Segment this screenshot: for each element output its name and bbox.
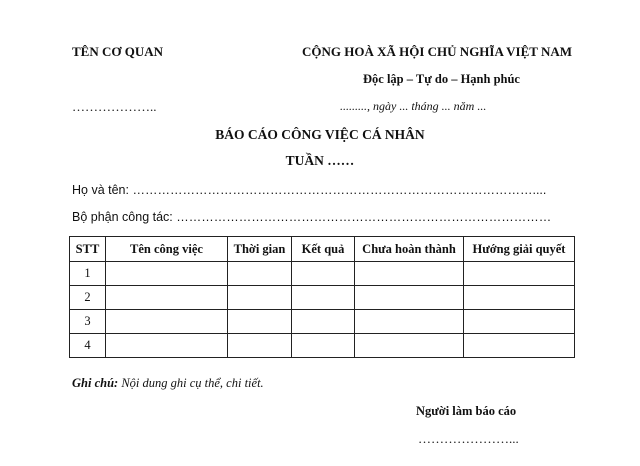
report-table bbox=[69, 236, 575, 358]
result-cell bbox=[292, 334, 355, 358]
note-label: Ghi chú: bbox=[72, 376, 119, 390]
table-row bbox=[70, 262, 575, 286]
department-label: Bộ phận công tác: bbox=[72, 210, 173, 224]
date-line: ........., ngày ... tháng ... năm ... bbox=[340, 99, 487, 113]
solution-cell bbox=[464, 334, 575, 358]
week-line: TUẦN …… bbox=[285, 153, 355, 168]
header-time: Thời gian bbox=[228, 237, 292, 262]
signature-dots: …………………... bbox=[418, 431, 519, 446]
signer-label: Người làm báo cáo bbox=[416, 404, 517, 418]
header-incomplete: Chưa hoàn thành bbox=[355, 237, 464, 262]
time-cell bbox=[228, 334, 292, 358]
document-title: BÁO CÁO CÔNG VIỆC CÁ NHÂN bbox=[215, 127, 425, 142]
agency-dots: ……………….. bbox=[72, 99, 157, 114]
task-name-cell bbox=[106, 310, 228, 334]
agency-name: TÊN CƠ QUAN bbox=[72, 44, 164, 59]
row-number: 3 bbox=[70, 310, 106, 334]
table-header-row bbox=[70, 237, 575, 262]
note bbox=[72, 376, 264, 391]
national-motto: Độc lập – Tự do – Hạnh phúc bbox=[363, 72, 520, 86]
incomplete-cell bbox=[355, 262, 464, 286]
name-field bbox=[72, 183, 546, 197]
table-row bbox=[70, 310, 575, 334]
header-task-name: Tên công việc bbox=[106, 237, 228, 262]
solution-cell bbox=[464, 286, 575, 310]
row-number: 4 bbox=[70, 334, 106, 358]
name-dots: …………………………………………………………………………………….... bbox=[132, 183, 547, 197]
time-cell bbox=[228, 262, 292, 286]
incomplete-cell bbox=[355, 286, 464, 310]
header-stt: STT bbox=[70, 237, 106, 262]
table-row bbox=[70, 334, 575, 358]
note-text: Nội dung ghi cụ thể, chi tiết. bbox=[121, 376, 264, 390]
result-cell bbox=[292, 262, 355, 286]
incomplete-cell bbox=[355, 310, 464, 334]
national-title: CỘNG HOÀ XÃ HỘI CHỦ NGHĨA VIỆT NAM bbox=[302, 44, 573, 59]
row-number: 2 bbox=[70, 286, 106, 310]
header-solution: Hướng giải quyết bbox=[464, 237, 575, 262]
table-row bbox=[70, 286, 575, 310]
time-cell bbox=[228, 310, 292, 334]
department-field bbox=[72, 210, 551, 224]
solution-cell bbox=[464, 310, 575, 334]
solution-cell bbox=[464, 262, 575, 286]
time-cell bbox=[228, 286, 292, 310]
result-cell bbox=[292, 286, 355, 310]
result-cell bbox=[292, 310, 355, 334]
task-name-cell bbox=[106, 262, 228, 286]
department-dots: ……………………………………………………………………………… bbox=[176, 210, 552, 224]
row-number: 1 bbox=[70, 262, 106, 286]
name-label: Họ và tên: bbox=[72, 183, 129, 197]
task-name-cell bbox=[106, 334, 228, 358]
incomplete-cell bbox=[355, 334, 464, 358]
task-name-cell bbox=[106, 286, 228, 310]
header-result: Kết quả bbox=[292, 237, 355, 262]
